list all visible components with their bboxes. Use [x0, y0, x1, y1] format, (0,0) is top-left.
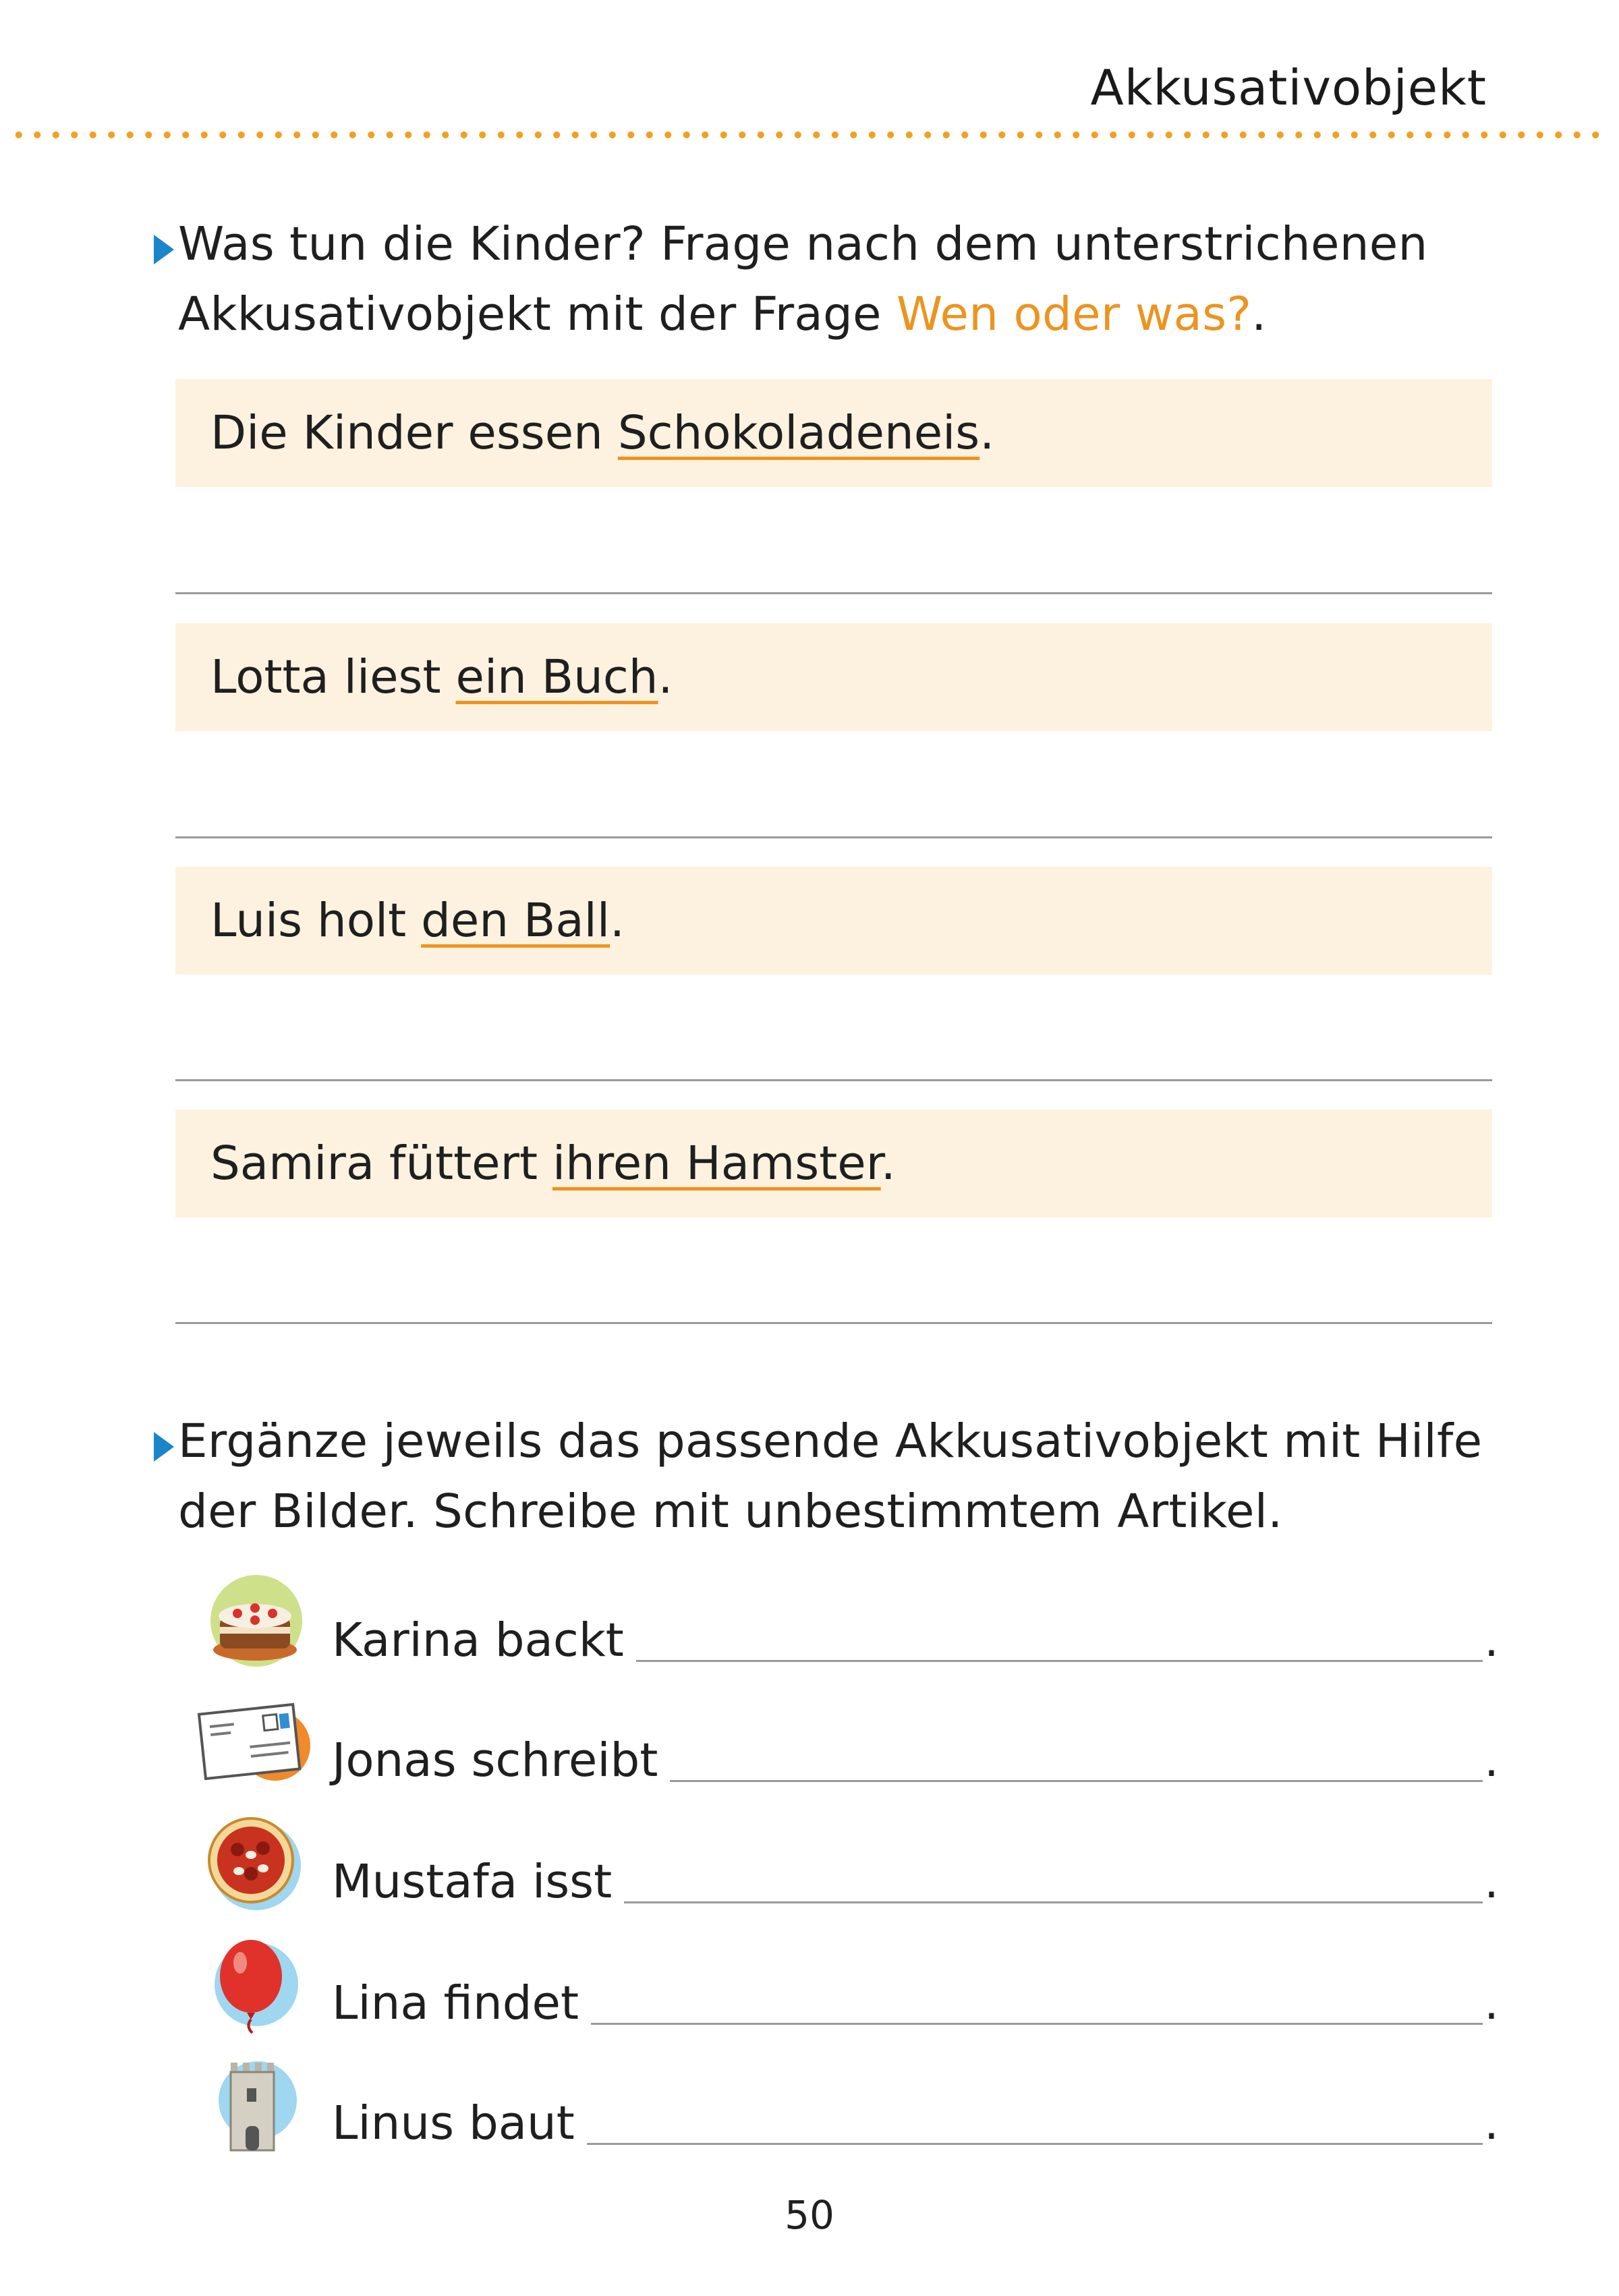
answer-blank-3[interactable]: [624, 1901, 1483, 1903]
sentence-2-object: ein Buch: [455, 650, 658, 704]
task2-instruction-text: Ergänze jeweils das passende Akkusativobjekt mit Hilfe der Bilder. Schreibe mit unbestimmtem Artikel.: [178, 1414, 1483, 1539]
dotted-divider: [9, 131, 1610, 139]
fill-row-pizza: [196, 1812, 1498, 1913]
tower-icon: [196, 2053, 310, 2154]
fill-row-postcard: [196, 1690, 1498, 1791]
sentence-1-after: .: [979, 406, 995, 460]
page-number: 50: [785, 2192, 834, 2238]
answer-line-4[interactable]: [175, 1322, 1492, 1324]
fill-row-tower: [196, 2053, 1498, 2154]
sentence-box-1: [175, 379, 1492, 487]
triangle-bullet-icon: [154, 1432, 174, 1462]
answer-blank-5[interactable]: [587, 2142, 1483, 2145]
triangle-bullet-icon: [154, 235, 174, 264]
task1-instruction: [178, 209, 1500, 349]
sentence-box-2: [175, 623, 1492, 731]
answer-line-3[interactable]: [175, 1079, 1492, 1081]
answer-blank-2[interactable]: [670, 1779, 1483, 1782]
sentence-3-after: .: [610, 894, 625, 948]
fill-row-balloon: [196, 1933, 1498, 2034]
sentence-1-before: Die Kinder essen: [210, 406, 618, 460]
fill-row-period: .: [1484, 1613, 1499, 1667]
task1-instruction-end: .: [1251, 287, 1267, 341]
answer-line-1[interactable]: [175, 592, 1492, 594]
fill-row-period: .: [1484, 2096, 1499, 2150]
sentence-4-object: ihren Hamster: [552, 1137, 881, 1190]
task1-instruction-text: Was tun die Kinder? Frage nach dem unterstrichenen Akkusativobjekt mit der Frage: [178, 217, 1428, 341]
page-title: Akkusativobjekt: [1090, 59, 1487, 116]
sentence-1-object: Schokoladeneis: [617, 406, 980, 460]
cake-icon: [196, 1570, 310, 1671]
fill-row-period: .: [1484, 1855, 1499, 1909]
sentence-4-after: .: [880, 1137, 896, 1190]
sentence-2-before: Lotta liest: [210, 650, 456, 704]
fill-row-label: Mustafa isst: [332, 1855, 613, 1909]
answer-line-2[interactable]: [175, 836, 1492, 838]
task2-instruction: [178, 1406, 1500, 1547]
pizza-icon: [196, 1812, 310, 1913]
balloon-icon: [196, 1933, 310, 2034]
fill-row-period: .: [1484, 1976, 1499, 2030]
fill-row-label: Lina findet: [332, 1976, 579, 2030]
answer-blank-1[interactable]: [636, 1659, 1483, 1662]
sentence-2-after: .: [658, 650, 673, 704]
sentence-3-before: Luis holt: [210, 894, 422, 948]
fill-row-period: .: [1484, 1733, 1499, 1787]
task1-question-highlight: Wen oder was?: [897, 287, 1252, 341]
sentence-4-before: Samira füttert: [210, 1137, 552, 1190]
fill-row-cake: [196, 1570, 1498, 1671]
sentence-box-4: [175, 1110, 1492, 1217]
fill-row-label: Jonas schreibt: [332, 1733, 658, 1787]
sentence-box-3: [175, 867, 1492, 975]
sentence-3-object: den Ball: [421, 894, 610, 948]
fill-row-label: Karina backt: [332, 1613, 624, 1667]
postcard-icon: [196, 1690, 310, 1791]
fill-row-label: Linus baut: [332, 2096, 575, 2150]
answer-blank-4[interactable]: [591, 2022, 1483, 2025]
